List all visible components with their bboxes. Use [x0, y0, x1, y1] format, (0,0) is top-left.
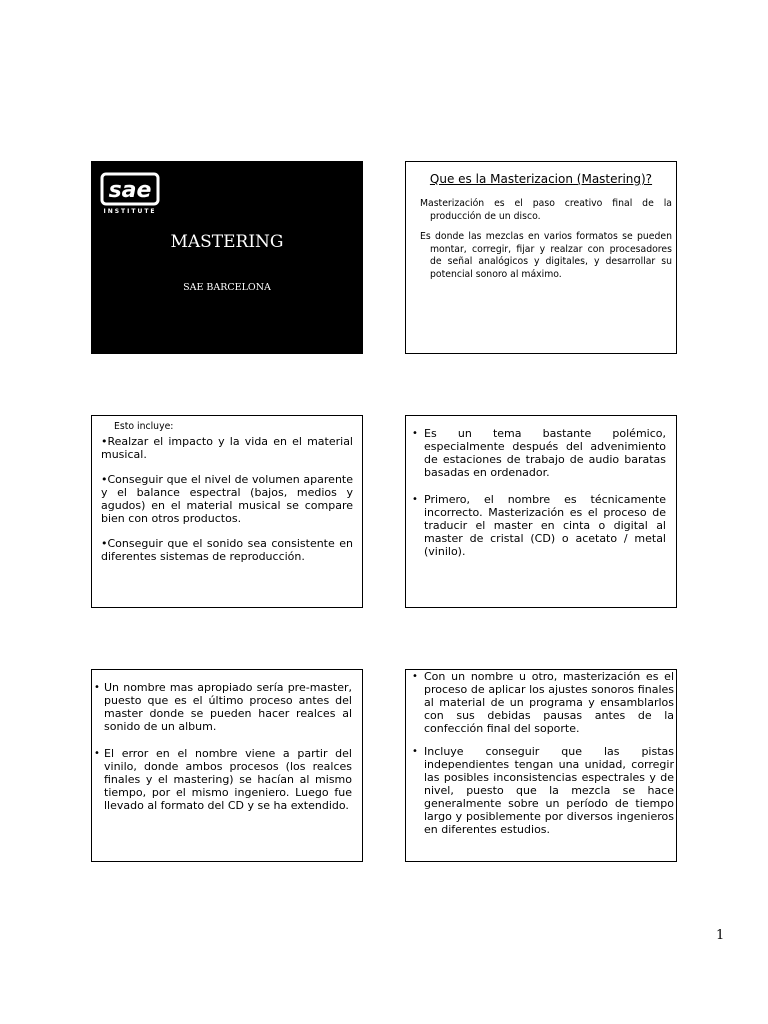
bullet-list: [94, 681, 352, 826]
slide-body: [420, 198, 672, 289]
svg-text:sae: sae: [108, 178, 152, 203]
bullet-icon: •: [412, 428, 418, 439]
bullet-list: [412, 670, 674, 846]
list-item: [412, 670, 674, 735]
slide-controversy: [405, 415, 677, 608]
list-item: [412, 493, 666, 558]
bullet-icon: •: [94, 748, 100, 759]
list-item: •Conseguir que el nivel de volumen aparente y el balance espectral (bajos, medios y agudos) en el material musical se compare bien con otros productos.: [101, 473, 353, 525]
slide-body: [101, 435, 353, 575]
list-item: •Realzar el impacto y la vida en el material musical.: [101, 435, 353, 461]
bullet-list: [412, 427, 666, 572]
list-item: [94, 747, 352, 812]
bullet-icon: •: [412, 671, 418, 682]
slide-includes: [91, 415, 363, 608]
list-item: [94, 681, 352, 733]
slide-what-is-mastering: [405, 161, 677, 354]
paragraph: Masterización es el paso creativo final de la producción de un disco.: [420, 198, 672, 222]
sae-logo: [100, 170, 162, 216]
slide-pre-master: [91, 669, 363, 862]
list-item-text: Primero, el nombre es técnicamente incorrecto. Masterización es el proceso de traducir el master en cinta o digital al master de cristal (CD) o acetato / metal (vinilo).: [424, 493, 666, 558]
list-item-text: Un nombre mas apropiado sería pre-master, puesto que es el último proceso antes del master donde se pueden hacer realces al sonido de un album.: [104, 681, 352, 733]
list-item-text: Con un nombre u otro, masterización es el proceso de aplicar los ajustes sonoros finales al material de un programa y ensamblarlos con sus debidas pausas antes de la confección final del soporte.: [424, 670, 674, 735]
list-item: •Conseguir que el sonido sea consistente en diferentes sistemas de reproducción.: [101, 537, 353, 563]
paragraph: Es donde las mezclas en varios formatos se pueden montar, corregir, fijar y realzar con procesadores de señal analógicos y digitales, y desarrollar su potencial sonoro al máximo.: [420, 231, 672, 280]
list-item: [412, 427, 666, 479]
bullet-icon: •: [412, 746, 418, 757]
slide-heading: Esto incluye:: [114, 421, 174, 432]
svg-text:INSTITUTE: INSTITUTE: [103, 208, 157, 215]
list-item-text: Incluye conseguir que las pistas independientes tengan una unidad, corregir las posibles inconsistencias espectrales y de nivel, puesto que la mezcla se hace generalmente sobre un período de tiempo largo y posiblemente por diversos ingenieros en diferentes estudios.: [424, 745, 674, 836]
cover-title: MASTERING: [170, 232, 284, 252]
page-number: 1: [716, 928, 725, 943]
list-item-text: El error en el nombre viene a partir del vinilo, donde ambos procesos (los realces finales y el mastering) se hacían al mismo tiempo, por el mismo ingeniero. Luego fue llevado al formato del CD y se ha extendido.: [104, 747, 352, 812]
cover-subtitle: SAE BARCELONA: [183, 282, 271, 293]
slide-process: [405, 669, 677, 862]
list-item-text: Es un tema bastante polémico, especialmente después del advenimiento de estaciones de trabajo de audio baratas basadas en ordenador.: [424, 427, 666, 479]
list-item: [412, 745, 674, 836]
slide-heading: Que es la Masterizacion (Mastering)?: [429, 172, 653, 186]
bullet-icon: •: [412, 494, 418, 505]
slide-title: [91, 161, 363, 354]
bullet-icon: •: [94, 682, 100, 693]
